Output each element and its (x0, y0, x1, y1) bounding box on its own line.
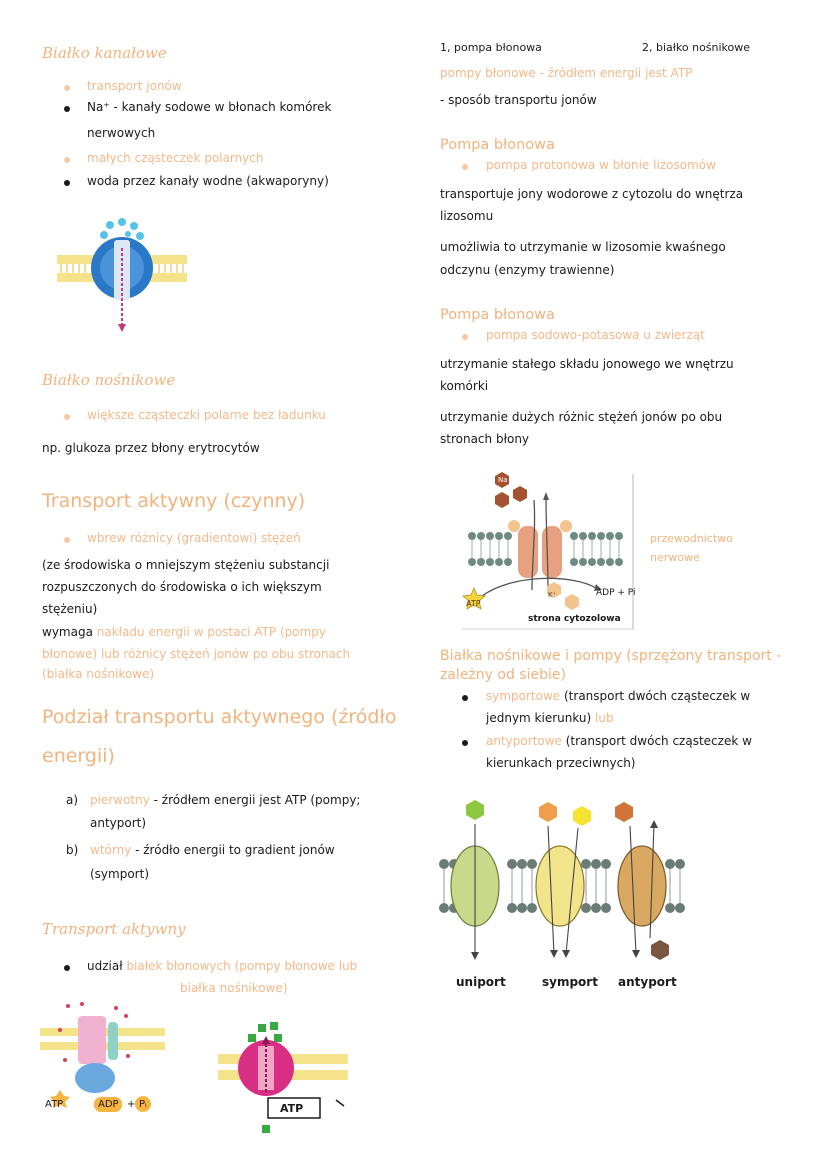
bullet (64, 157, 70, 163)
heading-carrier-protein: Białko nośnikowe (42, 371, 176, 389)
antiport-protein (618, 846, 666, 926)
list-item: pompa sodowo-potasowa u zwierząt (486, 328, 705, 342)
bullet (64, 537, 70, 543)
heading-active-transport-2: Transport aktywny (42, 920, 186, 938)
cytosol-side-label: strona cytozolowa (528, 614, 621, 624)
plus-label: + (127, 1099, 136, 1110)
adp-label: ADP (98, 1099, 119, 1110)
bullet (462, 740, 468, 746)
atp-label: ATP (45, 1099, 64, 1110)
list-item: antyport) (90, 816, 147, 830)
label-antyport: antyport (618, 975, 677, 989)
list-item: wbrew różnicy (gradientowi) stężeń (87, 531, 301, 545)
pumps-atp-text: pompy błonowe - źródłem energii jest ATP (440, 66, 693, 80)
list-item: pierwotny - źródłem energii jest ATP (pompy; (90, 793, 361, 807)
list-item: (symport) (90, 867, 150, 881)
heading-coupled: Białka nośnikowe i pompy (sprzężony transport - (440, 648, 782, 664)
bullet (462, 334, 468, 340)
list-marker: a) (66, 793, 79, 807)
pi-label: Pᵢ (139, 1099, 147, 1110)
label-uniport: uniport (456, 975, 506, 989)
bullet (64, 414, 70, 420)
atp-label: ATP (466, 599, 481, 608)
list-item: antyportowe (transport dwóch cząsteczek w (486, 734, 752, 748)
list-item: transport jonów (87, 79, 182, 93)
paragraph-line: komórki (440, 379, 489, 393)
heading-active-transport: Transport aktywny (czynny) (42, 490, 306, 512)
method-text: - sposób transportu jonów (440, 93, 597, 107)
heading-division: Podział transportu aktywnego (źródło (42, 706, 397, 728)
bullet (462, 164, 468, 170)
paragraph-line: (ze środowiska o mniejszym stężeniu substancji (42, 558, 330, 572)
heading-division-line2: energii) (42, 745, 115, 767)
paragraph-line: stężeniu) (42, 602, 98, 616)
list-item: woda przez kanały wodne (akwaporyny) (87, 174, 329, 188)
bullet (462, 695, 468, 701)
list-item: symportowe (transport dwóch cząsteczek w (486, 689, 751, 703)
paragraph-line: wymaga nakładu energii w postaci ATP (pompy (42, 625, 327, 639)
list-item: małych cząsteczek polarnych (87, 151, 264, 165)
paragraph-line: lizosomu (440, 209, 494, 223)
paragraph-line: utrzymanie dużych różnic stężeń jonów po obu (440, 410, 723, 424)
list-item: Na⁺ - kanały sodowe w błonach komórek (87, 100, 332, 114)
atp-pump-figure-2 (218, 1020, 348, 1135)
paragraph-line: odczynu (enzymy trawienne) (440, 263, 615, 277)
heading-coupled-line2: zależny od siebie) (440, 667, 566, 683)
bullet (64, 180, 70, 186)
top-label-2: 2, białko nośnikowe (642, 41, 751, 54)
heading-pump-2: Pompa błonowa (440, 307, 555, 323)
bullet (64, 965, 70, 971)
symport-protein (536, 846, 584, 926)
atp-box-label: ATP (280, 1102, 304, 1115)
paragraph-line: umożliwia to utrzymanie w lizosomie kwaśnego (440, 240, 726, 254)
paragraph-line: stronach błony (440, 432, 530, 446)
heading-pump-1: Pompa błonowa (440, 137, 555, 153)
list-item: udział białek błonowych (pompy błonowe lub (87, 959, 358, 973)
bullet (64, 85, 70, 91)
list-item: większe cząsteczki polarne bez ładunku (87, 408, 326, 422)
pump-subunit (542, 526, 562, 578)
list-item: białka nośnikowe) (180, 981, 288, 995)
adp-pi-label: ADP + Pi (596, 588, 636, 598)
heading-channel-protein: Białko kanałowe (42, 44, 167, 62)
note-nerve-2: nerwowe (650, 551, 700, 564)
pump-protein (78, 1016, 106, 1064)
paragraph-line: rozpuszczonych do środowiska o ich większym (42, 580, 322, 594)
paragraph-line: utrzymanie stałego składu jonowego we wnętrzu (440, 357, 734, 371)
paragraph-line: błonowe) lub różnicy stężeń jonów po obu stronach (42, 647, 351, 661)
note-nerve-1: przewodnictwo (650, 532, 733, 545)
list-item: nerwowych (87, 126, 156, 140)
label-symport: symport (542, 975, 598, 989)
pump-subunit (518, 526, 538, 578)
list-item: jednym kierunku) lub (486, 711, 614, 725)
list-marker: b) (66, 843, 79, 857)
pump-atpase (75, 1063, 115, 1093)
list-item: wtórny - źródło energii to gradient jonów (90, 843, 335, 857)
list-item: kierunkach przeciwnych) (486, 756, 636, 770)
channel-protein-figure (55, 218, 190, 336)
porter-types-figure (438, 798, 688, 968)
paragraph-line: (białka nośnikowe) (42, 667, 155, 681)
bullet (64, 106, 70, 112)
example-text: np. glukoza przez błony erytrocytów (42, 441, 260, 455)
k-label: K⁺ (548, 591, 557, 599)
sodium-potassium-pump-figure (462, 470, 638, 630)
list-item: pompa protonowa w błonie lizosomów (486, 158, 716, 172)
top-label-1: 1, pompa błonowa (440, 41, 542, 54)
paragraph-line: transportuje jony wodorowe z cytozolu do wnętrza (440, 187, 744, 201)
na-label: Na (498, 476, 508, 484)
